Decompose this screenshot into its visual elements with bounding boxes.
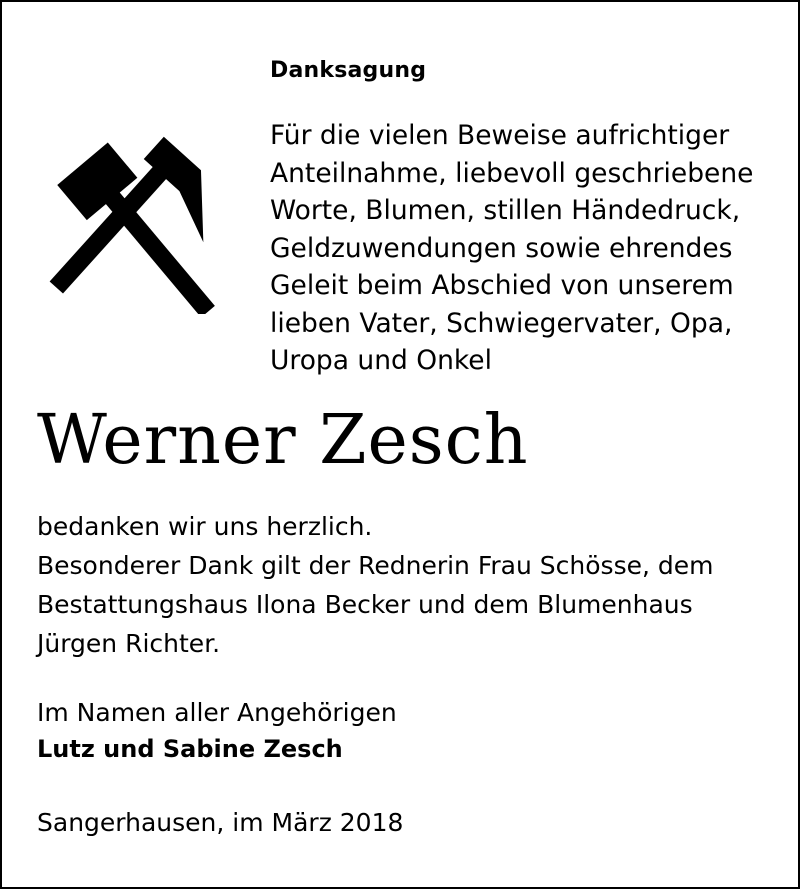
place-date: Sangerhausen, im März 2018 [37, 808, 404, 837]
intro-line: Geleit beim Abschied von unserem [270, 270, 734, 301]
closing-line: Im Namen aller Angehörigen [37, 698, 397, 727]
deceased-name: Werner Zesch [37, 401, 529, 480]
thanks-line: Jürgen Richter. [37, 629, 221, 658]
intro-line: Geldzuwendungen sowie ehrendes [270, 232, 733, 264]
intro-paragraph [270, 117, 753, 380]
thanks-paragraph [37, 507, 713, 663]
hammer-shape [57, 143, 232, 314]
intro-line: Für die vielen Beweise aufrichtiger [270, 120, 730, 151]
thanks-line: Bestattungshaus Ilona Becker und dem Blumenhaus [37, 590, 693, 619]
thanks-line: bedanken wir uns herzlich. [37, 512, 373, 541]
thanks-line: Besonderer Dank gilt der Rednerin Frau Schösse, dem [37, 551, 714, 580]
intro-line: Worte, Blumen, stillen Händedruck, [270, 195, 741, 226]
signers-names: Lutz und Sabine Zesch [37, 735, 343, 763]
hammer-and-pick-icon [38, 128, 238, 314]
intro-line: Anteilnahme, liebevoll geschriebene [270, 157, 754, 189]
intro-line: lieben Vater, Schwiegervater, Opa, [270, 307, 733, 339]
intro-line: Uropa und Onkel [270, 345, 492, 376]
notice-heading: Danksagung [270, 58, 427, 83]
